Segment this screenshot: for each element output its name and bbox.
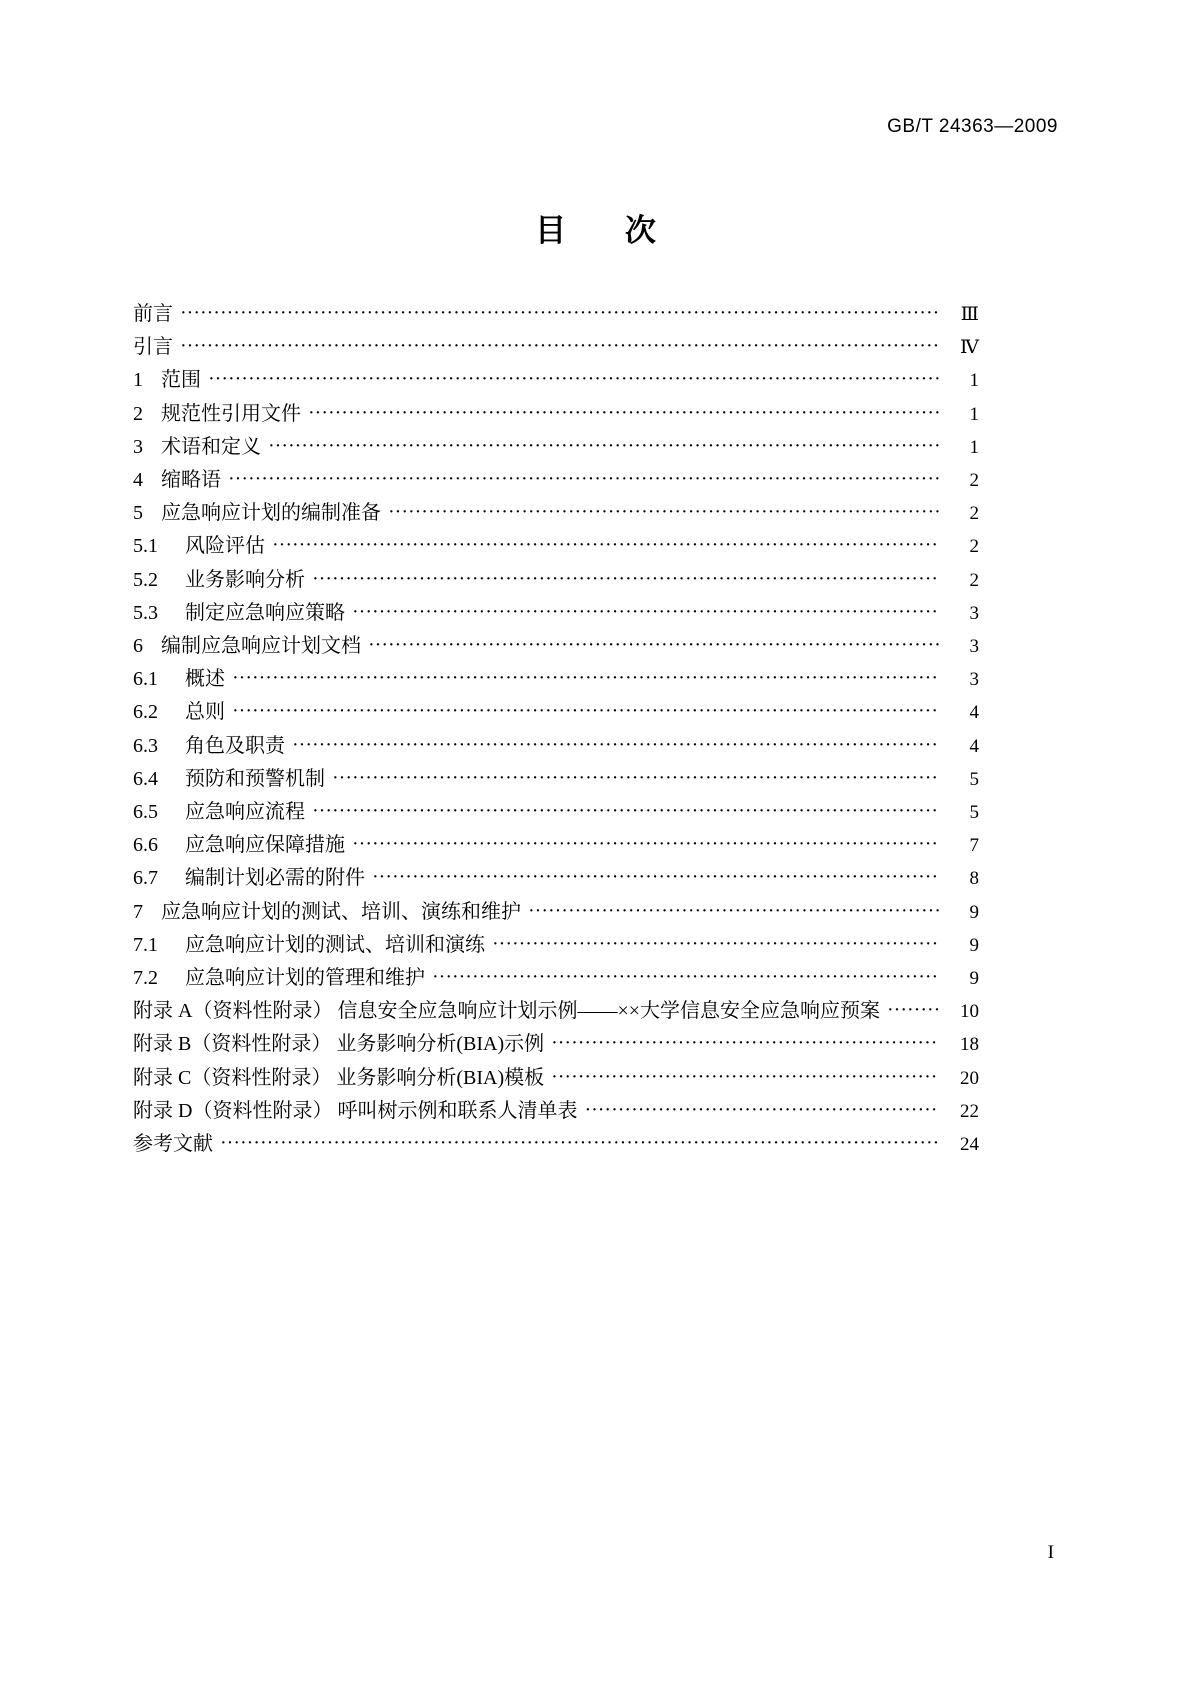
toc-entry-page: Ⅲ [960, 304, 979, 325]
toc-leader-dots [332, 762, 939, 795]
toc-entry[interactable] [133, 696, 979, 729]
toc-entry-page: 4 [969, 702, 979, 724]
toc-entry[interactable] [133, 1028, 979, 1061]
toc-entry-page: 2 [969, 569, 979, 591]
toc-entry-number: 7 [133, 900, 143, 923]
toc-entry[interactable] [133, 630, 979, 663]
toc-entry-page: 18 [960, 1034, 979, 1056]
toc-entry-number: 4 [133, 469, 143, 492]
toc-entry-page: 2 [969, 470, 979, 492]
toc-entry-page: 2 [969, 536, 979, 558]
page-title: 目 次 [535, 213, 680, 249]
toc-entry-number: 5.3 [133, 601, 158, 624]
toc-entry[interactable] [133, 530, 979, 563]
toc-entry-label[interactable]: 应急响应流程 [185, 801, 305, 824]
toc-entry-page: 3 [969, 636, 979, 658]
toc-entry-label[interactable]: 附录 B（资料性附录） 业务影响分析(BIA)示例 [133, 1033, 545, 1056]
toc-leader-dots [551, 1061, 939, 1094]
toc-entry[interactable] [133, 796, 979, 829]
table-of-contents [133, 298, 979, 1161]
toc-entry[interactable] [133, 464, 979, 497]
toc-entry-label[interactable]: 附录 C（资料性附录） 业务影响分析(BIA)模板 [133, 1066, 545, 1089]
toc-entry-label[interactable]: 应急响应计划的测试、培训、演练和维护 [161, 900, 521, 923]
toc-entry-label[interactable]: 总则 [185, 701, 225, 724]
toc-entry[interactable] [133, 663, 979, 696]
toc-entry-label[interactable]: 风险评估 [185, 535, 265, 558]
toc-leader-dots [292, 729, 939, 762]
toc-entry-page: 9 [969, 934, 979, 956]
toc-entry[interactable] [133, 398, 979, 431]
toc-entry[interactable] [133, 896, 979, 929]
toc-entry-label[interactable]: 制定应急响应策略 [185, 601, 345, 624]
toc-entry[interactable] [133, 331, 979, 364]
toc-leader-dots [268, 430, 939, 463]
toc-leader-dots [180, 330, 939, 363]
toc-leader-dots [584, 1094, 939, 1127]
toc-entry[interactable] [133, 597, 979, 630]
toc-entry-label[interactable]: 前言 [133, 303, 173, 325]
toc-entry[interactable] [133, 431, 979, 464]
toc-entry[interactable] [133, 1128, 979, 1161]
toc-entry-label[interactable]: 应急响应计划的编制准备 [161, 502, 381, 525]
toc-entry-page: 10 [960, 1001, 979, 1023]
toc-leader-dots [368, 629, 939, 662]
toc-entry[interactable] [133, 929, 979, 962]
toc-entry[interactable] [133, 962, 979, 995]
toc-leader-dots [432, 961, 939, 994]
toc-entry-number: 1 [133, 369, 143, 392]
toc-leader-dots [528, 895, 939, 928]
toc-entry-page: 7 [969, 835, 979, 857]
toc-leader-dots [220, 1127, 939, 1160]
toc-leader-dots [312, 563, 939, 596]
toc-entry[interactable] [133, 1062, 979, 1095]
toc-leader-dots [887, 994, 939, 1027]
toc-entry-number: 6.5 [133, 801, 158, 824]
toc-entry-label[interactable]: 应急响应保障措施 [185, 834, 345, 857]
toc-entry-page: 9 [969, 968, 979, 990]
toc-entry-number: 6.1 [133, 668, 158, 691]
toc-entry[interactable] [133, 730, 979, 763]
toc-entry[interactable] [133, 298, 979, 331]
toc-entry-page: Ⅳ [960, 337, 979, 359]
toc-entry-page: 20 [960, 1067, 979, 1089]
toc-entry-number: 5.2 [133, 568, 158, 591]
toc-leader-dots [308, 397, 939, 430]
toc-leader-dots [208, 363, 939, 396]
toc-leader-dots [232, 695, 939, 728]
toc-leader-dots [180, 297, 939, 330]
toc-leader-dots [232, 662, 939, 695]
toc-entry-label[interactable]: 预防和预警机制 [185, 767, 325, 790]
toc-entry-page: 3 [969, 602, 979, 624]
toc-entry-number: 2 [133, 402, 143, 425]
toc-leader-dots [388, 496, 939, 529]
toc-entry-number: 6 [133, 635, 143, 658]
toc-leader-dots [352, 596, 939, 629]
toc-entry-number: 6.7 [133, 867, 158, 890]
toc-leader-dots [312, 795, 939, 828]
toc-entry-number: 7.2 [133, 967, 158, 990]
toc-entry-page: 9 [969, 901, 979, 923]
toc-entry-label[interactable]: 编制计划必需的附件 [185, 867, 365, 890]
toc-entry-label[interactable]: 引言 [133, 336, 173, 359]
toc-entry-number: 6.3 [133, 734, 158, 757]
toc-entry[interactable] [133, 364, 979, 397]
toc-entry-page: 5 [969, 802, 979, 824]
toc-entry-label[interactable]: 规范性引用文件 [161, 402, 301, 425]
toc-leader-dots [352, 828, 939, 861]
toc-entry-page: 1 [969, 403, 979, 425]
toc-entry-label[interactable]: 参考文献 [133, 1133, 213, 1156]
toc-entry-page: 2 [969, 503, 979, 525]
toc-entry[interactable] [133, 862, 979, 895]
toc-entry-label[interactable]: 概述 [185, 668, 225, 691]
toc-entry-label[interactable]: 附录 D（资料性附录） 呼叫树示例和联系人清单表 [133, 1099, 578, 1122]
toc-leader-dots [228, 463, 939, 496]
toc-entry[interactable] [133, 497, 979, 530]
toc-entry-label[interactable]: 角色及职责 [185, 734, 285, 757]
toc-entry[interactable] [133, 564, 979, 597]
toc-entry-number: 6.4 [133, 767, 158, 790]
toc-entry-label[interactable]: 业务影响分析 [185, 568, 305, 591]
toc-entry[interactable] [133, 1095, 979, 1128]
toc-entry-number: 5 [133, 502, 143, 525]
toc-entry-number: 6.6 [133, 834, 158, 857]
toc-entry[interactable] [133, 829, 979, 862]
toc-entry-number: 6.2 [133, 701, 158, 724]
toc-entry[interactable] [133, 763, 979, 796]
toc-entry-label[interactable]: 附录 A（资料性附录） 信息安全应急响应计划示例——××大学信息安全应急响应预案 [133, 1000, 881, 1023]
toc-entry[interactable] [133, 995, 979, 1028]
toc-entry-page: 4 [969, 735, 979, 757]
toc-entry-number: 3 [133, 435, 143, 458]
toc-entry-label[interactable]: 缩略语 [161, 469, 221, 492]
toc-entry-page: 8 [969, 868, 979, 890]
toc-entry-page: 1 [969, 436, 979, 458]
toc-entry-label[interactable]: 应急响应计划的管理和维护 [185, 967, 425, 990]
toc-entry-label[interactable]: 范围 [161, 369, 201, 392]
toc-leader-dots [492, 928, 939, 961]
toc-leader-dots [551, 1027, 939, 1060]
toc-entry-number: 7.1 [133, 933, 158, 956]
toc-leader-dots [372, 861, 939, 894]
toc-leader-dots [272, 529, 939, 562]
toc-entry-page: 22 [960, 1100, 979, 1122]
toc-entry-number: 5.1 [133, 535, 158, 558]
standard-number-header: GB/T 24363—2009 [887, 116, 1058, 137]
toc-entry-page: 24 [960, 1134, 979, 1156]
toc-entry-page: 1 [969, 370, 979, 392]
footer-page-number: I [1047, 1542, 1054, 1563]
toc-entry-label[interactable]: 术语和定义 [161, 435, 261, 458]
toc-entry-label[interactable]: 编制应急响应计划文档 [161, 635, 361, 658]
toc-entry-page: 5 [969, 768, 979, 790]
toc-entry-page: 3 [969, 669, 979, 691]
toc-entry-label[interactable]: 应急响应计划的测试、培训和演练 [185, 933, 485, 956]
